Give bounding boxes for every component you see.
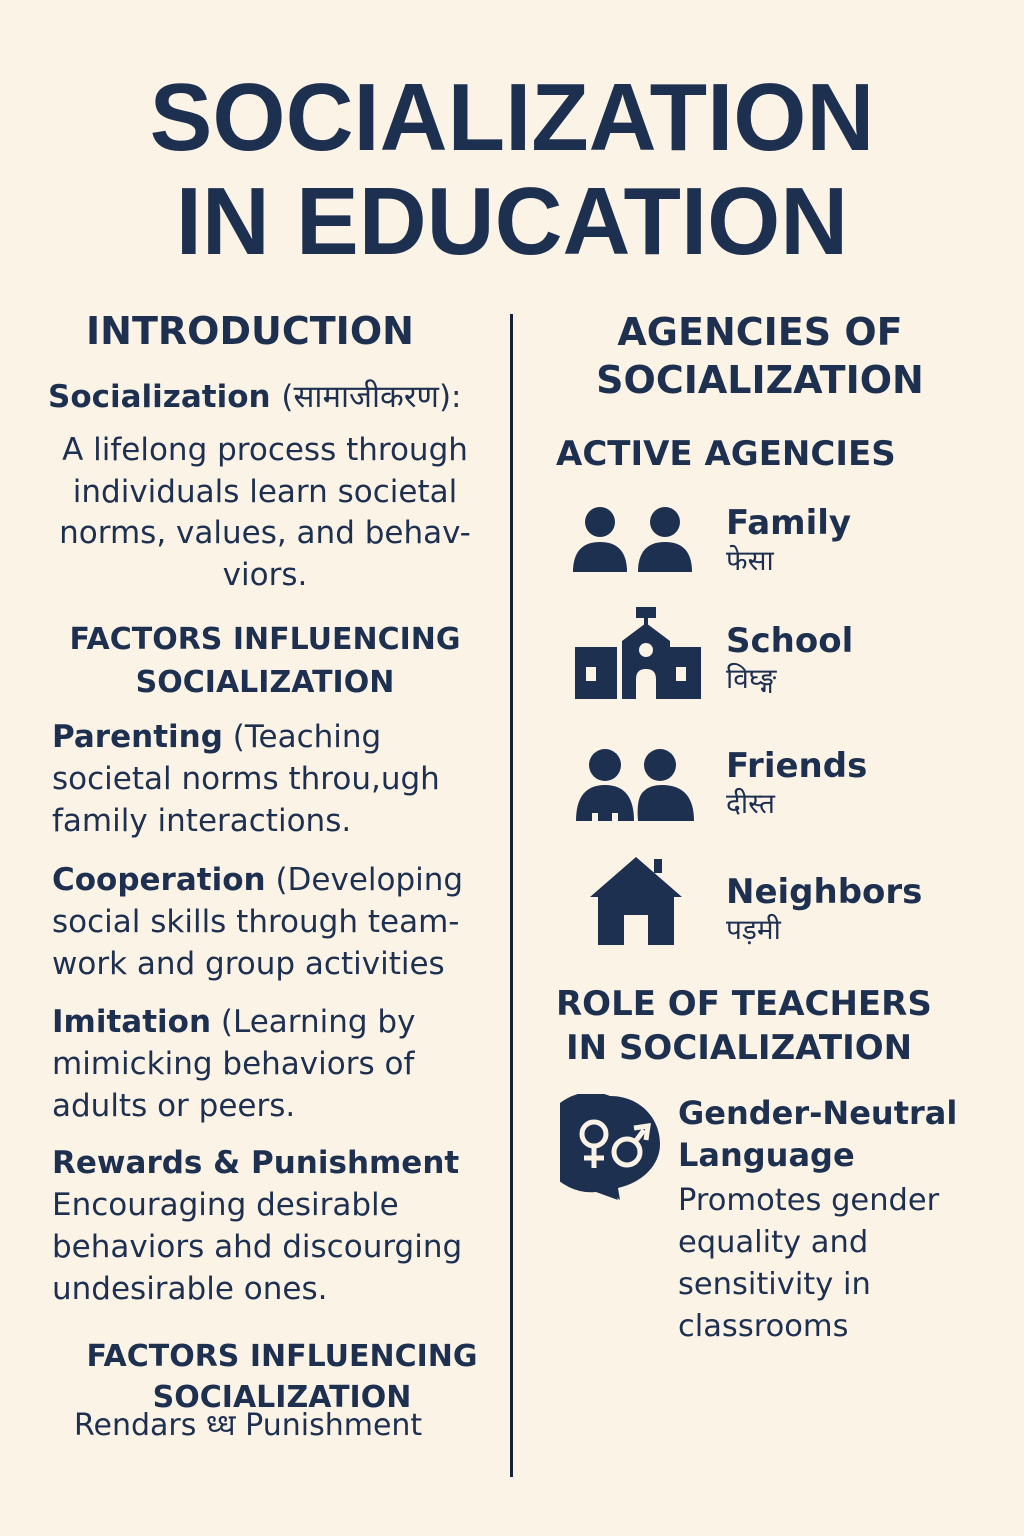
- agency-label-hindi: दीस्त: [726, 787, 775, 820]
- gender-title-line1: Gender-Neutral: [678, 1094, 958, 1132]
- agencies-heading: [560, 308, 960, 404]
- agency-item-family: [570, 502, 970, 592]
- factors-heading-line2: SOCIALIZATION: [135, 665, 395, 700]
- factor-term: Cooperation: [52, 862, 266, 898]
- column-divider: [510, 314, 513, 1477]
- page-title-line1: SOCIALIZATION: [149, 64, 875, 171]
- factors-heading-repeat-line2: SOCIALIZATION: [152, 1380, 412, 1415]
- agency-label: Friends: [726, 746, 868, 786]
- house-icon: [570, 857, 702, 947]
- role-heading-line1: ROLE OF TEACHERS: [556, 984, 932, 1024]
- factor-description: (Developing social skills through team-work and group activities: [52, 862, 464, 982]
- factor-term: Parenting: [52, 719, 223, 755]
- friends-icon: [570, 745, 702, 835]
- factors-heading-repeat-line1: FACTORS INFLUENCING: [86, 1339, 478, 1374]
- role-of-teachers-heading: [556, 982, 976, 1070]
- agency-label-hindi: पड़मी: [726, 913, 781, 946]
- socialization-term: [48, 377, 508, 417]
- gender-symbols-icon: [560, 1094, 664, 1200]
- introduction-heading: INTRODUCTION: [86, 309, 414, 353]
- page-title: [10, 66, 1014, 274]
- active-agencies-heading: ACTIVE AGENCIES: [556, 434, 896, 474]
- agency-label: Family: [726, 503, 852, 543]
- agency-label: Neighbors: [726, 872, 923, 912]
- factor-item-parenting: [52, 716, 502, 842]
- agency-label-hindi: फेसा: [726, 544, 774, 577]
- agencies-heading-line1: AGENCIES OF: [617, 310, 903, 354]
- introduction-body-text: A lifelong process through individuals learn societal norms, values, and behav-viors.: [59, 432, 471, 593]
- introduction-body: [40, 430, 490, 596]
- factor-description: Encouraging desirable behaviors ahd discourging undesirable ones.: [52, 1187, 463, 1307]
- gender-title-line2: Language: [678, 1136, 855, 1174]
- agency-item-neighbors: [570, 871, 970, 961]
- agency-item-school: [570, 620, 970, 710]
- factor-description: (Learning by mimicking behaviors of adults or peers.: [52, 1004, 416, 1124]
- factor-description: (Teaching societal norms throu,ugh family interactions.: [52, 719, 440, 839]
- factor-item-cooperation: [52, 859, 502, 985]
- gender-neutral-language-title: [678, 1092, 978, 1176]
- factors-heading: [40, 618, 490, 704]
- factor-term: Imitation: [52, 1004, 212, 1040]
- role-heading-line2: IN SOCIALIZATION: [566, 1028, 913, 1068]
- gender-neutral-language-description: Promotes gender equality and sensitivity in classrooms: [678, 1183, 940, 1344]
- agency-label-hindi: विघ्ङ्ग: [726, 662, 777, 695]
- school-icon: [570, 604, 702, 700]
- factor-term: Rewards & Punishment: [52, 1145, 460, 1181]
- agency-item-friends: [570, 745, 970, 835]
- family-icon: [570, 502, 702, 592]
- socialization-term-hindi: (सामाजीकरण):: [281, 379, 462, 415]
- socialization-term-english: Socialization: [48, 379, 271, 415]
- agencies-heading-line2: SOCIALIZATION: [596, 358, 924, 402]
- factors-heading-line1: FACTORS INFLUENCING: [69, 622, 461, 657]
- agency-label: School: [726, 621, 854, 661]
- page-title-line2: IN EDUCATION: [175, 168, 849, 275]
- factor-item-rewards-punishment: [52, 1142, 502, 1310]
- factor-item-imitation: [52, 1001, 502, 1127]
- rewards-punishment-footer: Rendars ध्ध Punishment: [74, 1408, 423, 1443]
